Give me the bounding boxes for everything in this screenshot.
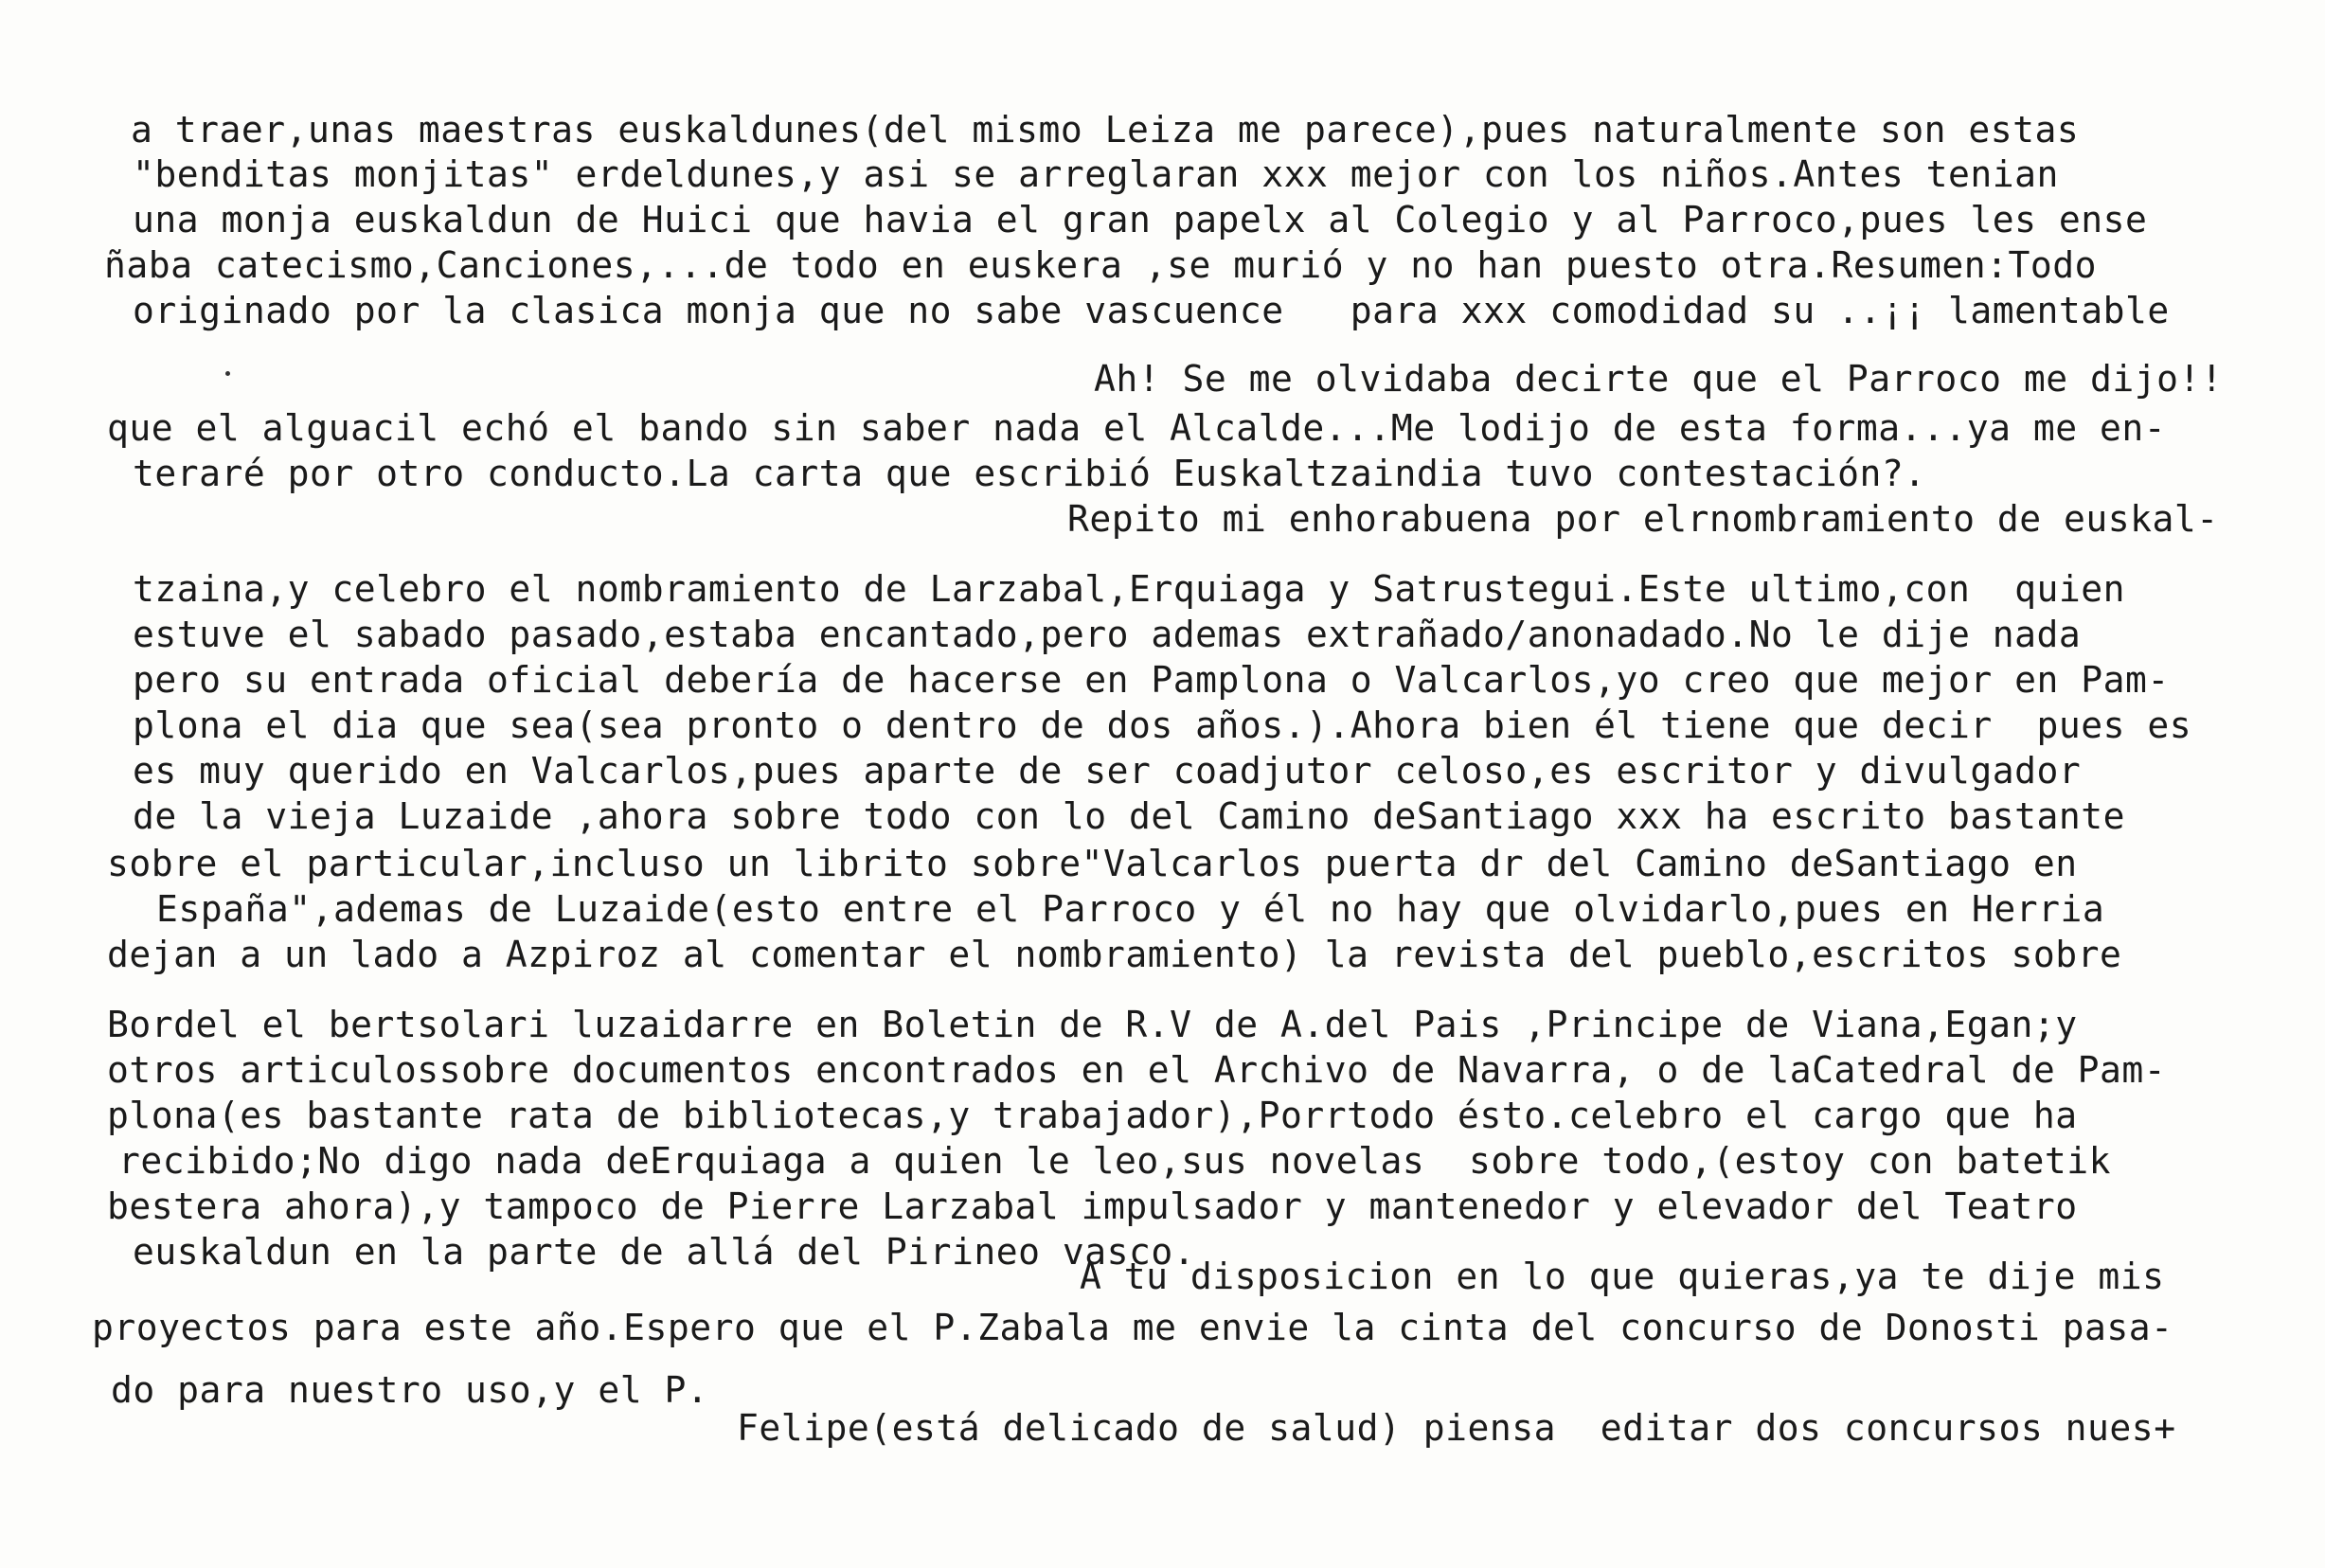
text-line-6: Ah! Se me olvidaba decirte que el Parroco me dijo!! bbox=[1094, 358, 2224, 400]
ink-speck bbox=[225, 371, 230, 376]
text-line-3: una monja euskaldun de Huici que havia el gran papelx al Colegio y al Parroco,pues les ense bbox=[133, 199, 2148, 241]
text-line-10: tzaina,y celebro el nombramiento de Larzabal,Erquiaga y Satrustegui.Este ultimo,con quien bbox=[133, 568, 2126, 610]
text-line-14: es muy querido en Valcarlos,pues aparte de ser coadjutor celoso,es escritor y divulgador bbox=[133, 750, 2082, 792]
text-line-15: de la vieja Luzaide ,ahora sobre todo con lo del Camino deSantiago xxx ha escrito bastante bbox=[133, 795, 2126, 837]
text-line-16: sobre el particular,incluso un librito sobre"Valcarlos puerta dr del Camino deSantiago en bbox=[107, 843, 2078, 884]
text-line-22: recibido;No digo nada deErquiaga a quien le leo,sus novelas sobre todo,(estoy con batetik bbox=[118, 1140, 2112, 1182]
text-line-5: originado por la clasica monja que no sabe vascuence para xxx comodidad su ..¡¡ lamentable bbox=[133, 290, 2170, 331]
text-line-18: dejan a un lado a Azpiroz al comentar el nombramiento) la revista del pueblo,escritos sobre bbox=[107, 934, 2122, 975]
text-line-11: estuve el sabado pasado,estaba encantado,pero ademas extrañado/anonadado.No le dije nada bbox=[133, 614, 2082, 655]
text-line-4: ñaba catecismo,Canciones,...de todo en euskera ,se murió y no han puesto otra.Resumen:Todo bbox=[104, 244, 2098, 286]
text-line-2: "benditas monjitas" erdeldunes,y asi se arreglaran xxx mejor con los niños.Antes tenian bbox=[133, 153, 2059, 195]
text-line-9: Repito mi enhorabuena por elrnombramiento de euskal- bbox=[1067, 498, 2219, 540]
text-line-26: proyectos para este año.Espero que el P.Zabala me envie la cinta del concurso de Donosti pasa- bbox=[92, 1307, 2173, 1348]
text-line-7: que el alguacil echó el bando sin saber nada el Alcalde...Me lodijo de esta forma...ya me en- bbox=[107, 407, 2167, 449]
text-line-28: Felipe(está delicado de salud) piensa editar dos concursos nues+ bbox=[737, 1407, 2176, 1449]
text-line-17: España",ademas de Luzaide(esto entre el Parroco y él no hay que olvidarlo,pues en Herria bbox=[156, 888, 2105, 930]
text-line-1: a traer,unas maestras euskaldunes(del mismo Leiza me parece),pues naturalmente son estas bbox=[131, 109, 2080, 151]
text-line-24: euskaldun en la parte de allá del Pirineo vasco. bbox=[133, 1231, 1196, 1273]
text-line-13: plona el dia que sea(sea pronto o dentro de dos años.).Ahora bien él tiene que decir pues es bbox=[133, 704, 2192, 746]
text-line-12: pero su entrada oficial debería de hacerse en Pamplona o Valcarlos,yo creo que mejor en Pam- bbox=[133, 659, 2170, 701]
text-line-20: otros articulossobre documentos encontrados en el Archivo de Navarra, o de laCatedral de Pam- bbox=[107, 1049, 2167, 1091]
text-line-19: Bordel el bertsolari luzaidarre en Boletin de R.V de A.del Pais ,Principe de Viana,Egan;y bbox=[107, 1004, 2078, 1045]
text-line-8: teraré por otro conducto.La carta que escribió Euskaltzaindia tuvo contestación?. bbox=[133, 453, 1926, 494]
text-line-27: do para nuestro uso,y el P. bbox=[111, 1369, 709, 1411]
text-line-21: plona(es bastante rata de bibliotecas,y trabajador),Porrtodo ésto.celebro el cargo que ha bbox=[107, 1095, 2078, 1136]
text-line-23: bestera ahora),y tampoco de Pierre Larzabal impulsador y mantenedor y elevador del Teatro bbox=[107, 1185, 2078, 1227]
text-line-25: A tu disposicion en lo que quieras,ya te dije mis bbox=[1080, 1256, 2165, 1297]
